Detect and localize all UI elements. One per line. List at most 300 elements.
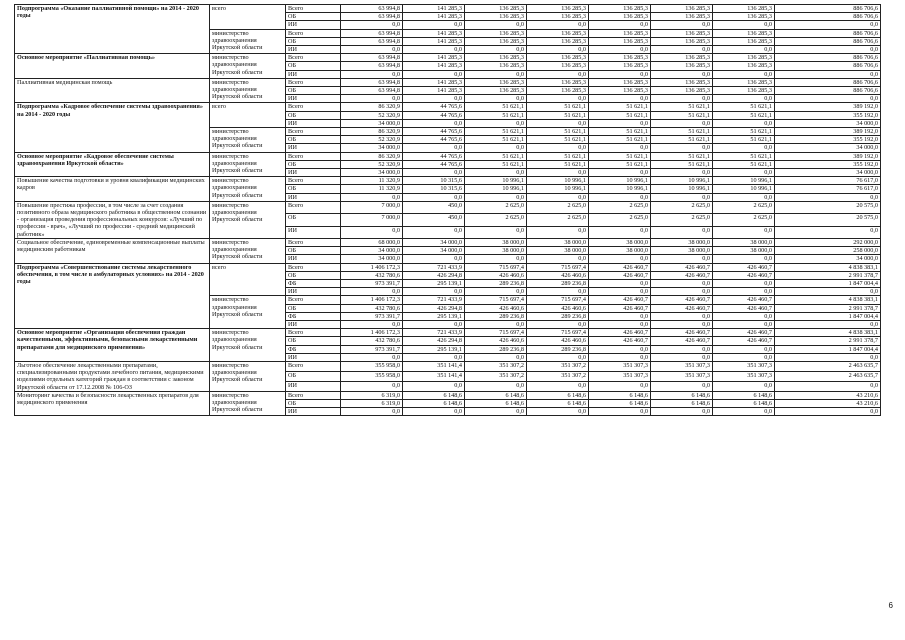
year-value-cell: 289 236,8 xyxy=(527,345,589,353)
year-value-cell: 426 460,6 xyxy=(465,337,527,345)
year-value-cell: 289 236,8 xyxy=(527,312,589,320)
total-cell: 4 838 383,1 xyxy=(775,296,881,304)
table-row xyxy=(15,391,881,399)
year-value-cell: 426 460,7 xyxy=(713,304,775,312)
year-value-cell: 0,0 xyxy=(465,255,527,263)
total-cell: 43 210,6 xyxy=(775,399,881,407)
year-value-cell: 136 285,3 xyxy=(651,87,713,95)
year-value-cell: 38 000,0 xyxy=(589,247,651,255)
year-value-cell: 10 315,6 xyxy=(403,177,465,185)
funding-source: ОБ xyxy=(286,371,341,381)
year-value-cell: 38 000,0 xyxy=(527,238,589,246)
year-value-cell: 6 148,6 xyxy=(527,391,589,399)
year-value-cell: 2 625,0 xyxy=(713,201,775,213)
year-value-cell: 68 000,0 xyxy=(341,238,403,246)
year-value-cell: 51 621,1 xyxy=(651,111,713,119)
year-value-cell: 34 000,0 xyxy=(341,119,403,127)
year-value-cell: 136 285,3 xyxy=(527,62,589,70)
measure-name: Подпрограмма «Кадровое обеспечение системы здравоохранения» на 2014 - 2020 годы xyxy=(15,103,210,152)
year-value-cell: 136 285,3 xyxy=(651,54,713,62)
year-value-cell: 0,0 xyxy=(527,255,589,263)
funding-source: ИИ xyxy=(286,95,341,103)
year-value-cell: 63 994,8 xyxy=(341,87,403,95)
year-value-cell: 51 621,1 xyxy=(713,136,775,144)
year-value-cell: 51 621,1 xyxy=(589,103,651,111)
year-value-cell: 141 285,3 xyxy=(403,62,465,70)
year-value-cell: 10 996,1 xyxy=(651,185,713,193)
year-value-cell: 34 000,0 xyxy=(341,255,403,263)
year-value-cell: 715 697,4 xyxy=(527,263,589,271)
funding-source: ОБ xyxy=(286,37,341,45)
measure-name: Повышение качества подготовки и уровня квалификации медицинских кадров xyxy=(15,177,210,202)
year-value-cell: 51 621,1 xyxy=(465,136,527,144)
year-value-cell: 0,0 xyxy=(403,320,465,328)
year-value-cell: 0,0 xyxy=(589,320,651,328)
year-value-cell: 426 460,7 xyxy=(713,271,775,279)
year-value-cell: 6 148,6 xyxy=(589,391,651,399)
year-value-cell: 721 433,9 xyxy=(403,329,465,337)
year-value-cell: 63 994,8 xyxy=(341,29,403,37)
funding-source: Всего xyxy=(286,5,341,13)
responsible-executor: министерство здравоохранения Иркутской области xyxy=(210,329,286,362)
year-value-cell: 721 433,9 xyxy=(403,263,465,271)
year-value-cell: 0,0 xyxy=(713,169,775,177)
year-value-cell: 38 000,0 xyxy=(651,238,713,246)
year-value-cell: 0,0 xyxy=(465,169,527,177)
year-value-cell: 0,0 xyxy=(341,381,403,391)
year-value-cell: 7 000,0 xyxy=(341,214,403,226)
year-value-cell: 426 460,7 xyxy=(713,329,775,337)
funding-source: Всего xyxy=(286,263,341,271)
year-value-cell: 0,0 xyxy=(465,46,527,54)
year-value-cell: 136 285,3 xyxy=(527,78,589,86)
measure-name: Подпрограмма «Оказание паллиативной помощи» на 2014 - 2020 годы xyxy=(15,5,210,54)
funding-source: ИИ xyxy=(286,353,341,361)
year-value-cell: 51 621,1 xyxy=(527,160,589,168)
year-value-cell: 0,0 xyxy=(651,95,713,103)
year-value-cell: 11 320,9 xyxy=(341,185,403,193)
responsible-executor: министерство здравоохранения Иркутской области xyxy=(210,201,286,238)
total-cell: 43 210,6 xyxy=(775,391,881,399)
year-value-cell: 0,0 xyxy=(589,353,651,361)
year-value-cell: 136 285,3 xyxy=(713,87,775,95)
year-value-cell: 0,0 xyxy=(403,119,465,127)
year-value-cell: 0,0 xyxy=(713,70,775,78)
year-value-cell: 426 294,8 xyxy=(403,304,465,312)
year-value-cell: 295 139,1 xyxy=(403,312,465,320)
total-cell: 389 192,0 xyxy=(775,128,881,136)
total-cell: 4 838 383,1 xyxy=(775,263,881,271)
year-value-cell: 351 307,3 xyxy=(589,371,651,381)
funding-source: Всего xyxy=(286,391,341,399)
year-value-cell: 11 320,9 xyxy=(341,177,403,185)
total-cell: 886 706,6 xyxy=(775,37,881,45)
year-value-cell: 10 996,1 xyxy=(713,185,775,193)
year-value-cell: 51 621,1 xyxy=(589,152,651,160)
funding-source: ИИ xyxy=(286,119,341,127)
table-row xyxy=(15,78,881,86)
year-value-cell: 141 285,3 xyxy=(403,5,465,13)
table-body xyxy=(15,5,881,416)
year-value-cell: 136 285,3 xyxy=(651,5,713,13)
year-value-cell: 63 994,8 xyxy=(341,37,403,45)
measure-name: Паллиативная медицинская помощь xyxy=(15,78,210,103)
year-value-cell: 136 285,3 xyxy=(589,29,651,37)
year-value-cell: 141 285,3 xyxy=(403,37,465,45)
year-value-cell: 973 391,7 xyxy=(341,279,403,287)
measure-name: Основное мероприятие «Паллиативная помощь» xyxy=(15,54,210,79)
year-value-cell: 289 236,8 xyxy=(465,312,527,320)
year-value-cell: 0,0 xyxy=(403,381,465,391)
total-cell: 355 192,0 xyxy=(775,136,881,144)
year-value-cell: 136 285,3 xyxy=(713,78,775,86)
year-value-cell: 63 994,8 xyxy=(341,78,403,86)
year-value-cell: 0,0 xyxy=(713,353,775,361)
year-value-cell: 0,0 xyxy=(651,312,713,320)
year-value-cell: 0,0 xyxy=(651,345,713,353)
year-value-cell: 44 765,6 xyxy=(403,152,465,160)
funding-source: Всего xyxy=(286,201,341,213)
year-value-cell: 0,0 xyxy=(527,144,589,152)
year-value-cell: 2 625,0 xyxy=(527,201,589,213)
total-cell: 0,0 xyxy=(775,95,881,103)
total-cell: 34 000,0 xyxy=(775,119,881,127)
year-value-cell: 0,0 xyxy=(403,193,465,201)
year-value-cell: 10 315,6 xyxy=(403,185,465,193)
total-cell: 20 575,0 xyxy=(775,214,881,226)
year-value-cell: 426 460,7 xyxy=(651,263,713,271)
year-value-cell: 0,0 xyxy=(713,144,775,152)
year-value-cell: 51 621,1 xyxy=(589,136,651,144)
total-cell: 0,0 xyxy=(775,353,881,361)
table-row xyxy=(15,263,881,271)
table-row xyxy=(15,201,881,213)
year-value-cell: 51 621,1 xyxy=(527,103,589,111)
responsible-executor: министерство здравоохранения Иркутской области xyxy=(210,29,286,54)
year-value-cell: 0,0 xyxy=(403,169,465,177)
year-value-cell: 0,0 xyxy=(465,70,527,78)
responsible-executor: всего xyxy=(210,103,286,128)
funding-source: ИИ xyxy=(286,381,341,391)
funding-source: Всего xyxy=(286,361,341,371)
funding-source: ОБ xyxy=(286,87,341,95)
year-value-cell: 44 765,6 xyxy=(403,160,465,168)
year-value-cell: 0,0 xyxy=(465,95,527,103)
year-value-cell: 136 285,3 xyxy=(527,29,589,37)
total-cell: 76 617,0 xyxy=(775,185,881,193)
year-value-cell: 86 320,9 xyxy=(341,152,403,160)
table-row xyxy=(15,329,881,337)
year-value-cell: 0,0 xyxy=(589,345,651,353)
responsible-executor: министерство здравоохранения Иркутской области xyxy=(210,361,286,391)
year-value-cell: 51 621,1 xyxy=(651,136,713,144)
year-value-cell: 63 994,8 xyxy=(341,62,403,70)
year-value-cell: 0,0 xyxy=(403,95,465,103)
year-value-cell: 450,0 xyxy=(403,214,465,226)
year-value-cell: 0,0 xyxy=(341,21,403,29)
year-value-cell: 0,0 xyxy=(713,320,775,328)
year-value-cell: 426 460,7 xyxy=(713,263,775,271)
year-value-cell: 1 406 172,3 xyxy=(341,296,403,304)
year-value-cell: 0,0 xyxy=(465,193,527,201)
year-value-cell: 2 625,0 xyxy=(465,201,527,213)
year-value-cell: 51 621,1 xyxy=(713,152,775,160)
year-value-cell: 426 294,8 xyxy=(403,271,465,279)
total-cell: 0,0 xyxy=(775,46,881,54)
year-value-cell: 10 996,1 xyxy=(651,177,713,185)
year-value-cell: 136 285,3 xyxy=(527,37,589,45)
year-value-cell: 51 621,1 xyxy=(713,111,775,119)
total-cell: 1 847 004,4 xyxy=(775,345,881,353)
total-cell: 0,0 xyxy=(775,21,881,29)
year-value-cell: 426 460,7 xyxy=(713,337,775,345)
year-value-cell: 432 780,6 xyxy=(341,337,403,345)
year-value-cell: 141 285,3 xyxy=(403,87,465,95)
funding-source: ИИ xyxy=(286,144,341,152)
funding-source: Всего xyxy=(286,296,341,304)
total-cell: 886 706,6 xyxy=(775,78,881,86)
year-value-cell: 426 460,7 xyxy=(651,337,713,345)
year-value-cell: 0,0 xyxy=(341,353,403,361)
total-cell: 886 706,6 xyxy=(775,5,881,13)
funding-source: ОБ xyxy=(286,337,341,345)
total-cell: 4 838 383,1 xyxy=(775,329,881,337)
responsible-executor: министерство здравоохранения Иркутской области xyxy=(210,152,286,177)
year-value-cell: 2 625,0 xyxy=(589,201,651,213)
total-cell: 0,0 xyxy=(775,70,881,78)
funding-source: ОБ xyxy=(286,185,341,193)
year-value-cell: 38 000,0 xyxy=(527,247,589,255)
year-value-cell: 51 621,1 xyxy=(651,103,713,111)
year-value-cell: 450,0 xyxy=(403,201,465,213)
funding-source: ИИ xyxy=(286,70,341,78)
year-value-cell: 0,0 xyxy=(589,408,651,416)
year-value-cell: 51 621,1 xyxy=(465,103,527,111)
year-value-cell: 0,0 xyxy=(713,46,775,54)
year-value-cell: 38 000,0 xyxy=(589,238,651,246)
year-value-cell: 0,0 xyxy=(465,119,527,127)
year-value-cell: 0,0 xyxy=(713,193,775,201)
total-cell: 2 991 378,7 xyxy=(775,271,881,279)
year-value-cell: 136 285,3 xyxy=(713,54,775,62)
year-value-cell: 141 285,3 xyxy=(403,13,465,21)
year-value-cell: 0,0 xyxy=(589,312,651,320)
measure-name: Основное мероприятие «Кадровое обеспечение системы здравоохранения Иркутской области» xyxy=(15,152,210,177)
year-value-cell: 295 139,1 xyxy=(403,345,465,353)
year-value-cell: 426 460,6 xyxy=(527,304,589,312)
year-value-cell: 351 141,4 xyxy=(403,371,465,381)
year-value-cell: 0,0 xyxy=(589,21,651,29)
funding-source: Всего xyxy=(286,177,341,185)
measure-name: Мониторинг качества и безопасности лекарственных препаратов для медицинского применения xyxy=(15,391,210,416)
year-value-cell: 0,0 xyxy=(527,320,589,328)
year-value-cell: 432 780,6 xyxy=(341,271,403,279)
year-value-cell: 141 285,3 xyxy=(403,78,465,86)
year-value-cell: 2 625,0 xyxy=(527,214,589,226)
year-value-cell: 0,0 xyxy=(651,279,713,287)
funding-source: Всего xyxy=(286,103,341,111)
year-value-cell: 0,0 xyxy=(589,144,651,152)
year-value-cell: 0,0 xyxy=(589,279,651,287)
year-value-cell: 38 000,0 xyxy=(713,238,775,246)
year-value-cell: 6 148,6 xyxy=(713,399,775,407)
year-value-cell: 44 765,6 xyxy=(403,103,465,111)
year-value-cell: 86 320,9 xyxy=(341,128,403,136)
table-row xyxy=(15,238,881,246)
year-value-cell: 0,0 xyxy=(651,70,713,78)
funding-source: ОБ xyxy=(286,214,341,226)
table-row xyxy=(15,54,881,62)
year-value-cell: 0,0 xyxy=(403,46,465,54)
responsible-executor: министерство здравоохранения Иркутской области xyxy=(210,391,286,416)
year-value-cell: 0,0 xyxy=(527,21,589,29)
funding-source: ОБ xyxy=(286,160,341,168)
year-value-cell: 136 285,3 xyxy=(465,62,527,70)
year-value-cell: 6 148,6 xyxy=(465,391,527,399)
year-value-cell: 351 307,2 xyxy=(527,371,589,381)
table-row xyxy=(15,103,881,111)
total-cell: 292 000,0 xyxy=(775,238,881,246)
year-value-cell: 0,0 xyxy=(465,381,527,391)
year-value-cell: 136 285,3 xyxy=(651,78,713,86)
year-value-cell: 38 000,0 xyxy=(651,247,713,255)
page-number: 6 xyxy=(888,601,893,610)
year-value-cell: 0,0 xyxy=(713,119,775,127)
year-value-cell: 715 697,4 xyxy=(465,263,527,271)
total-cell: 886 706,6 xyxy=(775,54,881,62)
year-value-cell: 51 621,1 xyxy=(465,160,527,168)
year-value-cell: 51 621,1 xyxy=(527,111,589,119)
year-value-cell: 0,0 xyxy=(403,144,465,152)
year-value-cell: 52 320,9 xyxy=(341,136,403,144)
year-value-cell: 0,0 xyxy=(589,119,651,127)
year-value-cell: 10 996,1 xyxy=(465,185,527,193)
year-value-cell: 0,0 xyxy=(713,345,775,353)
total-cell: 1 847 004,4 xyxy=(775,279,881,287)
year-value-cell: 63 994,8 xyxy=(341,54,403,62)
total-cell: 2 463 635,7 xyxy=(775,361,881,371)
year-value-cell: 86 320,9 xyxy=(341,103,403,111)
funding-source: ИИ xyxy=(286,46,341,54)
year-value-cell: 715 697,4 xyxy=(465,329,527,337)
funding-source: ИИ xyxy=(286,408,341,416)
year-value-cell: 0,0 xyxy=(341,95,403,103)
total-cell: 886 706,6 xyxy=(775,62,881,70)
year-value-cell: 2 625,0 xyxy=(713,214,775,226)
budget-table xyxy=(14,4,881,416)
year-value-cell: 426 460,7 xyxy=(589,296,651,304)
year-value-cell: 0,0 xyxy=(713,408,775,416)
year-value-cell: 0,0 xyxy=(465,288,527,296)
year-value-cell: 10 996,1 xyxy=(465,177,527,185)
measure-name: Основное мероприятие «Организация обеспечения граждан качественными, эффективными, безопасными лекарственными препаратами для медицинского применения» xyxy=(15,329,210,362)
year-value-cell: 0,0 xyxy=(651,226,713,238)
total-cell: 0,0 xyxy=(775,288,881,296)
year-value-cell: 6 148,6 xyxy=(403,399,465,407)
year-value-cell: 721 433,9 xyxy=(403,296,465,304)
year-value-cell: 136 285,3 xyxy=(651,37,713,45)
year-value-cell: 10 996,1 xyxy=(527,185,589,193)
funding-source: ОБ xyxy=(286,271,341,279)
year-value-cell: 34 000,0 xyxy=(341,144,403,152)
year-value-cell: 63 994,8 xyxy=(341,5,403,13)
year-value-cell: 0,0 xyxy=(651,255,713,263)
year-value-cell: 0,0 xyxy=(403,226,465,238)
responsible-executor: министерство здравоохранения Иркутской области xyxy=(210,54,286,79)
total-cell: 2 991 378,7 xyxy=(775,304,881,312)
year-value-cell: 6 148,6 xyxy=(651,391,713,399)
year-value-cell: 0,0 xyxy=(651,408,713,416)
year-value-cell: 136 285,3 xyxy=(651,62,713,70)
year-value-cell: 0,0 xyxy=(403,353,465,361)
measure-name: Льготное обеспечение лекарственными препаратами, специализированными продуктами лечебного питания, медицинскими изделиями отдельных категорий граждан в соответствии с законом Иркутской области от 17.12.2008 № 106-ОЗ xyxy=(15,361,210,391)
funding-source: Всего xyxy=(286,128,341,136)
funding-source: ИИ xyxy=(286,193,341,201)
year-value-cell: 1 406 172,3 xyxy=(341,329,403,337)
year-value-cell: 51 621,1 xyxy=(589,160,651,168)
year-value-cell: 426 460,6 xyxy=(527,337,589,345)
funding-source: ИИ xyxy=(286,21,341,29)
year-value-cell: 51 621,1 xyxy=(651,160,713,168)
year-value-cell: 2 625,0 xyxy=(651,201,713,213)
funding-source: ОБ xyxy=(286,247,341,255)
year-value-cell: 7 000,0 xyxy=(341,201,403,213)
year-value-cell: 0,0 xyxy=(589,169,651,177)
year-value-cell: 351 307,3 xyxy=(713,371,775,381)
year-value-cell: 0,0 xyxy=(651,144,713,152)
year-value-cell: 0,0 xyxy=(651,193,713,201)
year-value-cell: 0,0 xyxy=(341,70,403,78)
year-value-cell: 136 285,3 xyxy=(465,29,527,37)
responsible-executor: министерство здравоохранения Иркутской области xyxy=(210,296,286,329)
year-value-cell: 426 460,7 xyxy=(651,329,713,337)
year-value-cell: 0,0 xyxy=(527,288,589,296)
year-value-cell: 0,0 xyxy=(713,381,775,391)
responsible-executor: всего xyxy=(210,263,286,296)
year-value-cell: 0,0 xyxy=(589,46,651,54)
total-cell: 0,0 xyxy=(775,408,881,416)
year-value-cell: 136 285,3 xyxy=(589,37,651,45)
year-value-cell: 63 994,8 xyxy=(341,13,403,21)
total-cell: 2 463 635,7 xyxy=(775,371,881,381)
funding-source: ОБ xyxy=(286,111,341,119)
year-value-cell: 51 621,1 xyxy=(527,136,589,144)
year-value-cell: 51 621,1 xyxy=(589,128,651,136)
year-value-cell: 51 621,1 xyxy=(527,128,589,136)
year-value-cell: 351 307,2 xyxy=(527,361,589,371)
year-value-cell: 0,0 xyxy=(589,95,651,103)
year-value-cell: 0,0 xyxy=(527,408,589,416)
year-value-cell: 426 460,7 xyxy=(713,296,775,304)
funding-source: ФБ xyxy=(286,279,341,287)
year-value-cell: 34 000,0 xyxy=(403,238,465,246)
year-value-cell: 426 460,7 xyxy=(589,304,651,312)
year-value-cell: 136 285,3 xyxy=(713,37,775,45)
year-value-cell: 0,0 xyxy=(713,226,775,238)
year-value-cell: 136 285,3 xyxy=(465,37,527,45)
year-value-cell: 0,0 xyxy=(589,193,651,201)
year-value-cell: 51 621,1 xyxy=(713,128,775,136)
year-value-cell: 0,0 xyxy=(527,119,589,127)
responsible-executor: министерство здравоохранения Иркутской области xyxy=(210,78,286,103)
year-value-cell: 0,0 xyxy=(527,169,589,177)
year-value-cell: 10 996,1 xyxy=(589,177,651,185)
year-value-cell: 351 307,2 xyxy=(465,371,527,381)
funding-source: ИИ xyxy=(286,169,341,177)
year-value-cell: 136 285,3 xyxy=(589,78,651,86)
funding-source: Всего xyxy=(286,54,341,62)
total-cell: 0,0 xyxy=(775,226,881,238)
